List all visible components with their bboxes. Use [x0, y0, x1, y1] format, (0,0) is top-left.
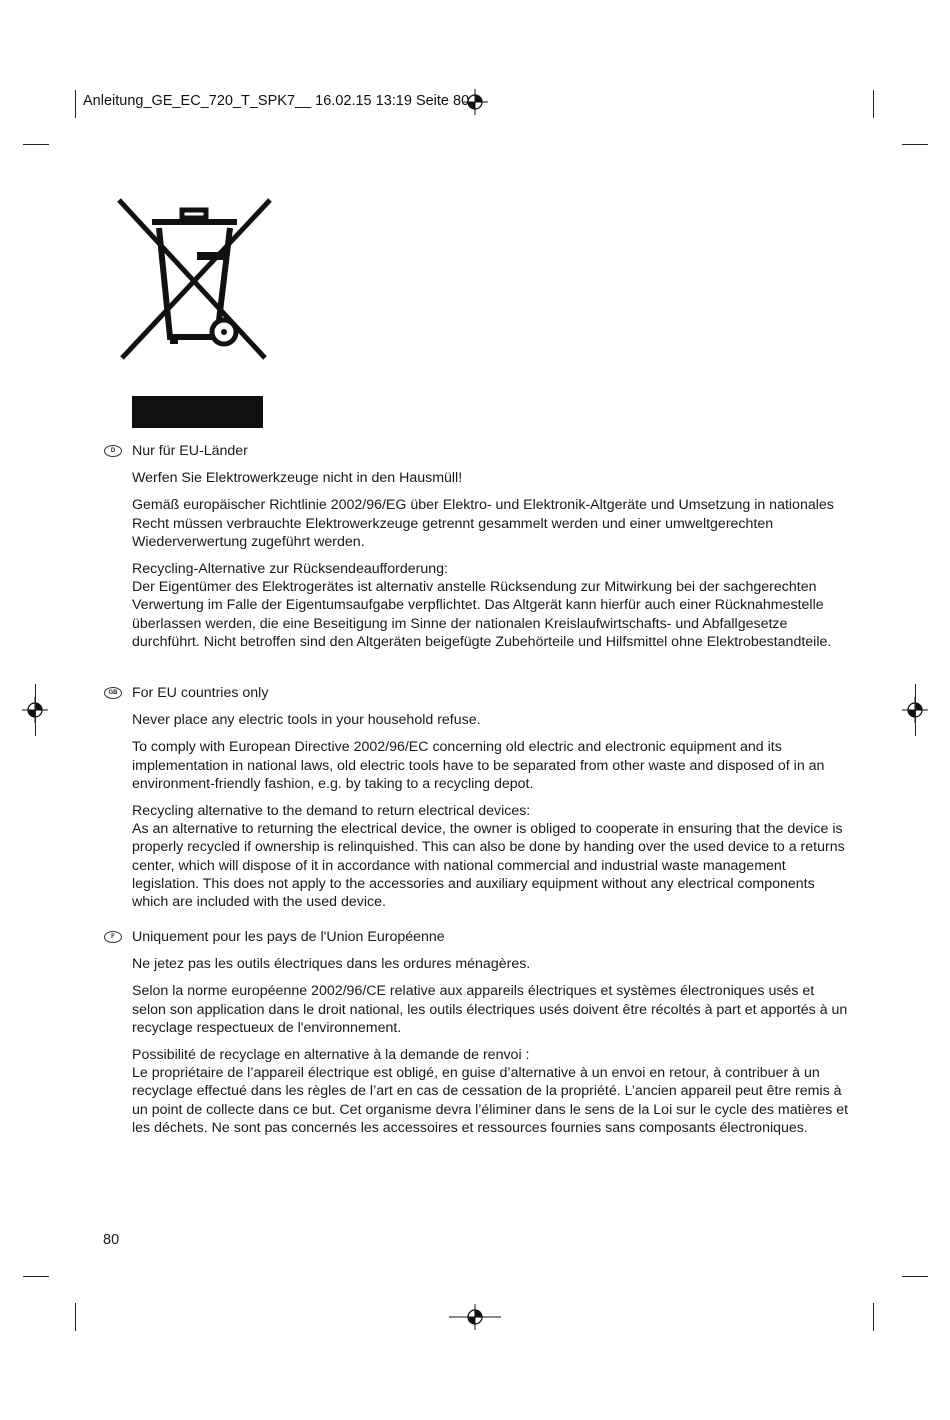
section-fr	[111, 928, 852, 1137]
paragraph: Ne jetez pas les outils électriques dans les ordures ménagères.	[132, 956, 531, 973]
paragraph-heading: Recycling alternative to the demand to return electrical devices:	[132, 803, 531, 820]
crop-mark	[23, 144, 49, 145]
section-gb	[108, 684, 852, 911]
page-number: 80	[103, 1232, 120, 1248]
crop-mark	[902, 1276, 928, 1277]
paragraph	[132, 560, 852, 651]
crop-mark	[915, 684, 916, 736]
country-flag-badge: F	[104, 931, 122, 943]
crop-mark	[873, 1303, 874, 1331]
crop-mark	[75, 90, 76, 118]
paragraph: Never place any electric tools in your household refuse.	[132, 712, 481, 729]
paragraph	[132, 1046, 852, 1137]
paragraph	[132, 802, 852, 911]
section-de	[110, 442, 852, 651]
paragraph-heading: Possibilité de recyclage en alternative à la demande de renvoi :	[132, 1047, 530, 1064]
paragraph-body: As an alternative to returning the electrical device, the owner is obliged to cooperate in ensuring that the device is properly recycled if ownership is relinquished. This can also be done by handing over the used device to a returns center, which will dispose of it in accordance with national commercial and industrial waste management legislation. This does not apply to the accessories and auxiliary equipment without any electrical components which are included with the used device.	[132, 821, 845, 911]
crop-mark	[873, 90, 874, 118]
registration-mark-icon	[449, 1304, 501, 1330]
registration-mark-icon	[462, 89, 488, 115]
weee-black-bar	[132, 396, 263, 428]
paragraph-heading: Recycling-Alternative zur Rücksendeaufforderung:	[132, 561, 448, 578]
paragraph-body: Le propriétaire de l’appareil électrique est obligé, en guise d’alternative à un envoi en retour, à contribuer à un recyclage effectué dans les règles de l’art en cas de cessation de la propriété. L’ancien appareil peut être remis à un point de collecte dans ce but. Cet organisme devra l’éliminer dans le sens de la Loi sur le cycle des matières et les déchets. Ne sont pas concernés les accessoires et ressources fournies sans composants électroniques.	[132, 1065, 849, 1136]
paragraph: Werfen Sie Elektrowerkzeuge nicht in den Hausmüll!	[132, 470, 463, 487]
country-flag-badge: D	[104, 445, 122, 457]
paragraph-body: Der Eigentümer des Elektrogerätes ist alternativ anstelle Rücksendung zur Mitwirkung bei der sachgerechten Verwertung im Falle der Eigentumsaufgabe verpflichtet. Das Altgerät kann hierfür auch einer Rücknahmestelle überlassen werden, die eine Beseitigung im Sinne der nationalen Kreislaufwirtschafts- und Abfallgesetze durchführt. Nicht betroffen sind den Altgeräten beigefügte Zubehörteile und Hilfsmittel ohne Elektrobestandteile.	[132, 579, 832, 650]
paragraph: Gemäß europäischer Richtlinie 2002/96/EG über Elektro- und Elektronik-Altgeräte und Umsetzung in nationales Recht müssen verbrauchte Elektrowerkzeuge getrennt gesammelt werden und einer umweltgerechten Wiederverwertung zugeführt werden.	[132, 497, 834, 550]
section-title: Uniquement pour les pays de l'Union Européenne	[132, 929, 445, 945]
print-slug-header: Anleitung_GE_EC_720_T_SPK7__ 16.02.15 13:19 Seite 80	[83, 93, 470, 109]
paragraph: To comply with European Directive 2002/96/EC concerning old electric and electronic equipment and its implementation in national laws, old electric tools have to be separated from other waste and disposed of in an environment-friendly fashion, e.g. by taking to a recycling depot.	[132, 739, 825, 792]
crop-mark	[75, 1303, 76, 1331]
country-flag-badge: GB	[104, 687, 122, 699]
crop-mark	[23, 1276, 49, 1277]
section-title: Nur für EU-Länder	[132, 443, 248, 459]
section-title: For EU countries only	[132, 685, 269, 701]
crop-mark	[902, 144, 928, 145]
crossed-out-wheelie-bin-icon	[112, 192, 277, 367]
crop-mark	[35, 684, 36, 736]
paragraph: Selon la norme européenne 2002/96/CE relative aux appareils électriques et systèmes électroniques usés et selon son application dans le droit national, les outils électriques usés doivent être récoltés à part et apportés à un recyclage respectueux de l'environnement.	[132, 983, 848, 1036]
